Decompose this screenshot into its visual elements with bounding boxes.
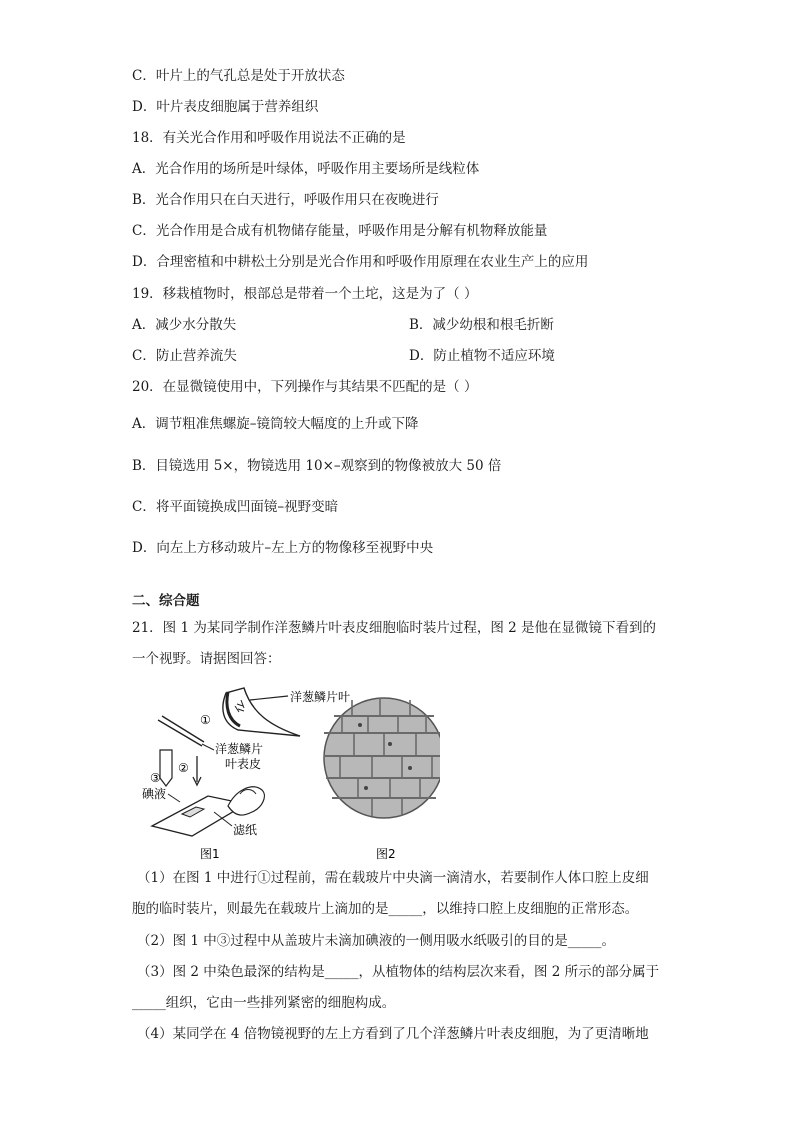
hand-icon (228, 787, 264, 815)
question-19: 19．移栽植物时，根部总是带着一个土坨，这是为了（ ） (132, 286, 478, 302)
question-20: 20．在显微镜使用中，下列操作与其结果不匹配的是（ ） (132, 379, 478, 395)
subquestion-4: （4）某同学在 4 倍物镜视野的左上方看到了几个洋葱鳞片叶表皮细胞，为了更清晰地 (137, 1026, 649, 1042)
question-18: 18．有关光合作用和呼吸作用说法不正确的是 (132, 130, 406, 146)
figure-1-caption: 图1 (200, 847, 220, 861)
subquestion-1-line1: （1）在图 1 中进行①过程前，需在载玻片中央滴一滴清水，若要制作人体口腔上皮细 (137, 870, 649, 886)
leaf-pointer-line (250, 696, 288, 700)
option-20c: C．将平面镜换成凹面镜–视野变暗 (132, 499, 339, 515)
option-20b: B．目镜选用 5×，物镜选用 10×–观察到的物像被放大 50 倍 (132, 458, 502, 474)
option-19a: A．减少水分散失 (132, 317, 237, 333)
option-18b: B．光合作用只在白天进行，呼吸作用只在夜晚进行 (132, 192, 439, 208)
option-20d: D．向左上方移动玻片–左上方的物像移至视野中央 (132, 540, 434, 556)
label-filter-paper: 滤纸 (233, 823, 258, 837)
step-2-label: ② (178, 761, 189, 775)
tweezers-icon (158, 716, 204, 746)
option-20a: A．调节粗准焦螺旋–镜筒较大幅度的上升或下降 (132, 416, 419, 432)
option-19d: D．防止植物不适应环境 (409, 348, 555, 364)
figure-2-caption: 图2 (376, 847, 396, 861)
dropper-icon (160, 750, 172, 786)
label-iodine: 碘液 (142, 787, 167, 801)
label-epidermis-line1: 洋葱鳞片 (215, 742, 264, 756)
onion-scale-leaf-shape (223, 688, 300, 736)
step-1-label: ① (200, 713, 211, 727)
option-17d: D．叶片表皮细胞属于营养组织 (132, 99, 319, 115)
option-19b: B．减少幼根和根毛折断 (409, 317, 554, 333)
option-18d: D．合理密植和中耕松土分别是光合作用和呼吸作用原理在农业生产上的应用 (132, 254, 589, 270)
figure-onion-epidermis (140, 678, 440, 863)
question-21-line1: 21．图 1 为某同学制作洋葱鳞片叶表皮细胞临时装片过程，图 2 是他在显微镜下看到的 (132, 620, 657, 636)
subquestion-3-line1: （3）图 2 中染色最深的结构是_____，从植物体的结构层次来看，图 2 所示的部分属于 (137, 964, 660, 980)
subquestion-2: （2）图 1 中③过程中从盖玻片未滴加碘液的一侧用吸水纸吸引的目的是_____。 (137, 933, 616, 949)
option-18a: A．光合作用的场所是叶绿体，呼吸作用主要场所是线粒体 (132, 161, 480, 177)
option-19c: C．防止营养流失 (132, 348, 237, 364)
microscope-field-of-view (324, 698, 440, 818)
subquestion-3-line2: _____组织，它由一些排列紧密的细胞构成。 (132, 995, 396, 1011)
section-heading: 二、综合题 (132, 593, 200, 609)
question-21-line2: 一个视野。请据图回答： (132, 651, 281, 667)
step-3-label: ③ (150, 771, 161, 785)
subquestion-1-line2: 胞的临时装片，则最先在载玻片上滴加的是_____，以维持口腔上皮细胞的正常形态。 (132, 901, 639, 917)
label-epidermis-line2: 叶表皮 (225, 757, 262, 771)
option-17c: C．叶片上的气孔总是处于开放状态 (132, 68, 345, 84)
label-onion-leaf: 洋葱鳞片叶 (290, 690, 351, 704)
option-18c: C．光合作用是合成有机物储存能量，呼吸作用是分解有机物释放能量 (132, 223, 548, 239)
